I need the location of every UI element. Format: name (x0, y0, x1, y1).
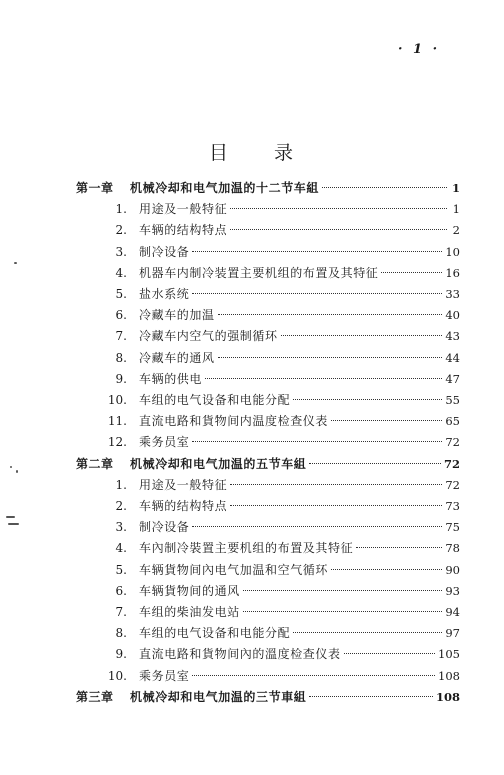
page-ref: 105 (438, 647, 460, 662)
toc-section-row (103, 602, 460, 622)
scan-speck (8, 523, 19, 525)
toc-section-row (103, 581, 460, 601)
section-number: 1. (115, 202, 127, 217)
section-title: 乘务员室 (139, 435, 190, 450)
section-title: 车组的柴油发电站 (139, 605, 240, 619)
section-number: 3. (115, 520, 127, 535)
toc-section-row (103, 369, 460, 389)
dot-leader (356, 547, 442, 548)
toc-section-row (103, 666, 460, 686)
chapter-title: 机械冷却和电气加温的三节車組 (130, 689, 307, 704)
toc-section-row (103, 538, 460, 558)
page-ref: 73 (445, 499, 460, 513)
page-ref: 10 (445, 244, 460, 259)
section-title: 冷藏车的通风 (139, 350, 215, 365)
section-title: 车辆貨物间的通风 (139, 583, 240, 598)
dot-leader (230, 208, 447, 209)
toc-section-row (103, 220, 460, 240)
dot-leader (381, 272, 442, 273)
dot-leader (243, 611, 443, 612)
section-title: 直流电路和貨物间內的溫度检查仪表 (139, 647, 341, 662)
dot-leader (331, 420, 442, 421)
chapter-number: 第三章 (76, 689, 114, 704)
page-ref: 94 (445, 605, 460, 619)
page-ref: 108 (438, 668, 460, 683)
dot-leader (218, 314, 443, 315)
dot-leader (192, 675, 435, 676)
page-ref: 2 (452, 223, 460, 238)
section-number: 11. (107, 414, 127, 429)
toc-section-row (103, 644, 460, 664)
page-ref: 43 (445, 329, 460, 344)
page-ref: 90 (445, 562, 460, 577)
toc-section-row (103, 305, 460, 325)
scan-speck (16, 470, 18, 473)
section-number: 6. (115, 583, 127, 598)
section-number: 10. (107, 393, 127, 407)
section-title: 用途及一般特征 (139, 202, 228, 217)
section-number: 9. (115, 647, 127, 662)
page-ref: 72 (445, 435, 460, 450)
section-title: 用途及一般特征 (139, 477, 228, 492)
section-number: 7. (115, 605, 127, 619)
section-number: 12. (107, 435, 127, 450)
dot-leader (293, 399, 442, 400)
section-number: 8. (115, 350, 127, 365)
page-ref: 33 (445, 287, 460, 301)
page-ref: 72 (445, 477, 460, 492)
dot-leader (344, 653, 435, 654)
toc-section-row (103, 199, 460, 219)
section-number: 2. (115, 499, 127, 513)
page-ref: 44 (445, 350, 460, 365)
scan-speck (14, 262, 17, 264)
chapter-number: 第二章 (76, 456, 114, 471)
scan-speck (10, 466, 12, 468)
section-title: 制冷设备 (139, 244, 190, 259)
page-ref: 55 (445, 393, 460, 407)
section-number: 1. (115, 477, 127, 492)
dot-leader (230, 484, 442, 485)
dot-leader (192, 251, 442, 252)
page-ref: 72 (443, 456, 460, 471)
section-title: 车辆的结构特点 (139, 223, 228, 238)
section-number: 10. (107, 668, 127, 683)
section-title: 车组的电气设备和电能分配 (139, 393, 291, 407)
page-ref: 78 (445, 541, 460, 556)
toc-section-row (103, 242, 460, 262)
section-title: 冷藏车内空气的强制循环 (139, 329, 278, 344)
toc-section-row (103, 411, 460, 431)
toc-chapter-row (76, 178, 460, 198)
toc-section-row (103, 263, 460, 283)
dot-leader (243, 590, 443, 591)
chapter-number: 第一章 (76, 181, 114, 195)
page-ref: 1 (451, 181, 460, 195)
toc-section-row (103, 496, 460, 516)
section-number: 5. (115, 562, 127, 577)
page-ref: 93 (445, 583, 460, 598)
section-title: 盐水系统 (139, 287, 190, 301)
section-number: 6. (115, 308, 127, 323)
section-number: 9. (115, 371, 127, 386)
toc-section-row (103, 390, 460, 410)
toc-section-row (103, 623, 460, 643)
dot-leader (293, 632, 442, 633)
section-title: 车辆貨物间內电气加温和空气循环 (139, 562, 329, 577)
dot-leader (331, 569, 442, 570)
toc-section-row (103, 284, 460, 304)
section-number: 5. (115, 287, 127, 301)
dot-leader (281, 335, 443, 336)
dot-leader (230, 505, 442, 506)
page-ref: 75 (445, 520, 460, 535)
toc-chapter-row (76, 454, 460, 474)
page-ref: 65 (445, 414, 460, 429)
toc-section-row (103, 326, 460, 346)
section-number: 2. (115, 223, 127, 238)
dot-leader (192, 293, 442, 294)
page-ref: 47 (445, 371, 460, 386)
page-ref: 97 (445, 626, 460, 641)
page-ref: 16 (445, 265, 460, 280)
dot-leader (230, 229, 447, 230)
page-ref: 40 (445, 308, 460, 323)
section-title: 乘务员室 (139, 668, 190, 683)
dot-leader (309, 463, 441, 464)
page-title: 目 录 (208, 142, 314, 164)
section-title: 冷藏车的加温 (139, 308, 215, 323)
scan-speck (6, 516, 15, 518)
toc-section-row (103, 560, 460, 580)
chapter-title: 机械冷却和电气加温的五节车組 (130, 456, 307, 471)
section-title: 车辆的供电 (139, 371, 203, 386)
section-title: 制冷设备 (139, 520, 190, 535)
section-number: 7. (115, 329, 127, 344)
page-number: · 1 · (398, 42, 441, 57)
section-number: 3. (115, 244, 127, 259)
section-number: 8. (115, 626, 127, 641)
section-title: 机器车内制冷装置主要机组的布置及其特征 (139, 265, 379, 280)
section-title: 车內制冷裝置主要机组的布置及其特征 (139, 541, 354, 556)
toc-section-row (103, 432, 460, 452)
dot-leader (322, 187, 447, 188)
dot-leader (218, 357, 443, 358)
section-title: 直流电路和貨物间内温度检查仪表 (139, 414, 329, 429)
section-number: 4. (115, 541, 127, 556)
dot-leader (192, 441, 442, 442)
page-ref: 108 (435, 689, 460, 704)
dot-leader (309, 696, 433, 697)
section-title: 车组的电气设备和电能分配 (139, 626, 291, 641)
dot-leader (192, 526, 442, 527)
page-ref: 1 (452, 202, 460, 217)
toc-chapter-row (76, 687, 460, 707)
toc-section-row (103, 517, 460, 537)
dot-leader (205, 378, 442, 379)
toc-section-row (103, 475, 460, 495)
chapter-title: 机械冷却和电气加温的十二节车組 (130, 181, 320, 195)
section-title: 车辆的结构特点 (139, 499, 228, 513)
section-number: 4. (115, 265, 127, 280)
toc-section-row (103, 348, 460, 368)
